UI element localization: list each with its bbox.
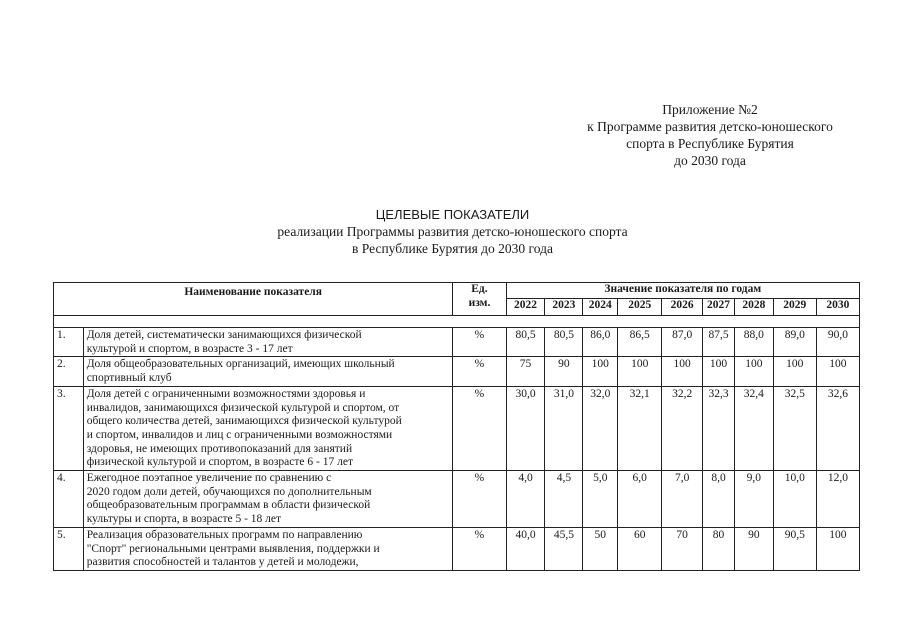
- indicator-value: 6,0: [618, 471, 662, 528]
- header-year: 2022: [506, 299, 545, 316]
- indicator-value: 86,0: [583, 328, 618, 357]
- indicator-value: 100: [703, 357, 735, 386]
- indicator-name-line: развития способностей и талантов у детей и молодежи,: [86, 556, 359, 569]
- indicator-value: 10,0: [773, 471, 816, 528]
- indicator-name: [83, 328, 453, 357]
- row-number: 1.: [54, 328, 84, 357]
- indicator-value: 75: [506, 357, 545, 386]
- indicator-name-line: "Спорт" региональными центрами выявления, поддержки и: [86, 542, 380, 555]
- row-number: 5.: [54, 527, 84, 570]
- table-header-row: [54, 283, 860, 299]
- indicator-value: 32,0: [583, 386, 618, 470]
- indicator-value: 87,0: [662, 328, 703, 357]
- indicator-value: 9,0: [734, 471, 773, 528]
- indicator-name-line: общего количества детей, занимающихся физической культурой: [86, 415, 402, 428]
- indicator-value: 32,5: [773, 386, 816, 470]
- indicator-name-line: общеобразовательным программам в области физической: [86, 499, 371, 512]
- indicator-name-line: Ежегодное поэтапное увеличение по сравнению с: [86, 472, 332, 485]
- indicator-unit: %: [453, 527, 506, 570]
- indicator-value: 70: [662, 527, 703, 570]
- table-row: [54, 328, 860, 357]
- document-title: [0, 206, 905, 257]
- indicators-table: [53, 282, 860, 571]
- indicator-value: 80: [703, 527, 735, 570]
- indicator-value: 4,5: [545, 471, 583, 528]
- indicator-value: 100: [662, 357, 703, 386]
- indicator-value: 32,6: [816, 386, 859, 470]
- row-number: 4.: [54, 471, 84, 528]
- indicator-value: 100: [618, 357, 662, 386]
- title-subtitle: в Республике Бурятия до 2030 года: [352, 241, 553, 256]
- indicator-value: 40,0: [506, 527, 545, 570]
- header-unit: [453, 283, 506, 316]
- indicator-value: 100: [816, 527, 859, 570]
- indicator-name-line: культуры и спорта, в возрасте 5 - 18 лет: [86, 513, 282, 526]
- indicator-value: 8,0: [703, 471, 735, 528]
- indicator-value: 100: [734, 357, 773, 386]
- header-year: 2030: [816, 299, 859, 316]
- title-subtitle: реализации Программы развития детско-юношеского спорта: [277, 224, 628, 239]
- indicator-name: [83, 386, 453, 470]
- indicator-value: 86,5: [618, 328, 662, 357]
- appendix-block: [560, 101, 860, 169]
- appendix-line: спорта в Республике Бурятия: [626, 136, 794, 151]
- indicator-value: 90: [545, 357, 583, 386]
- indicator-value: 12,0: [816, 471, 859, 528]
- indicator-name-line: Доля детей с ограниченными возможностями здоровья и: [86, 387, 366, 400]
- indicator-value: 32,3: [703, 386, 735, 470]
- header-indicator-name: Наименование показателя: [54, 283, 453, 316]
- table-row: [54, 471, 860, 528]
- indicator-value: 90,5: [773, 527, 816, 570]
- indicator-value: 88,0: [734, 328, 773, 357]
- header-unit-line: Ед.: [471, 283, 488, 295]
- indicator-value: 90,0: [816, 328, 859, 357]
- indicator-name-line: 2020 годом доли детей, обучающихся по дополнительным: [86, 485, 372, 498]
- header-year: 2024: [583, 299, 618, 316]
- indicator-name: [83, 527, 453, 570]
- indicator-unit: %: [453, 386, 506, 470]
- row-number: 2.: [54, 357, 84, 386]
- indicator-value: 60: [618, 527, 662, 570]
- indicator-value: 32,2: [662, 386, 703, 470]
- indicator-value: 100: [773, 357, 816, 386]
- indicator-value: 45,5: [545, 527, 583, 570]
- indicator-value: 100: [816, 357, 859, 386]
- indicator-name-line: культурой и спортом, в возрасте 3 - 17 лет: [86, 342, 293, 355]
- appendix-line: до 2030 года: [674, 153, 746, 168]
- indicator-name: [83, 471, 453, 528]
- table-spacer-row: [54, 316, 860, 328]
- header-year: 2025: [618, 299, 662, 316]
- indicator-name-line: инвалидов, занимающихся физической культурой и спортом, от: [86, 401, 400, 414]
- indicator-name-line: физической культурой и спортом, в возрасте 6 - 17 лет: [86, 456, 353, 469]
- indicator-value: 31,0: [545, 386, 583, 470]
- appendix-line: к Программе развития детско-юношеского: [587, 119, 833, 134]
- indicator-value: 50: [583, 527, 618, 570]
- indicator-value: 87,5: [703, 328, 735, 357]
- indicator-value: 4,0: [506, 471, 545, 528]
- table-row: [54, 357, 860, 386]
- indicator-name-line: Доля общеобразовательных организаций, имеющих школьный: [86, 358, 395, 371]
- indicator-value: 100: [583, 357, 618, 386]
- header-year: 2028: [734, 299, 773, 316]
- indicator-value: 90: [734, 527, 773, 570]
- indicator-value: 89,0: [773, 328, 816, 357]
- header-year: 2027: [703, 299, 735, 316]
- header-year: 2026: [662, 299, 703, 316]
- indicator-unit: %: [453, 328, 506, 357]
- header-unit-line: изм.: [468, 296, 491, 309]
- header-year: 2029: [773, 299, 816, 316]
- table-row: [54, 527, 860, 570]
- table-row: [54, 386, 860, 470]
- indicator-name: [83, 357, 453, 386]
- row-number: 3.: [54, 386, 84, 470]
- indicator-value: 80,5: [545, 328, 583, 357]
- indicator-name-line: Доля детей, систематически занимающихся физической: [86, 329, 362, 341]
- indicator-value: 7,0: [662, 471, 703, 528]
- appendix-line: Приложение №2: [662, 102, 758, 117]
- indicator-value: 32,4: [734, 386, 773, 470]
- indicator-name-line: спортивный клуб: [86, 372, 172, 385]
- header-year: 2023: [545, 299, 583, 316]
- indicator-value: 32,1: [618, 386, 662, 470]
- indicator-name-line: Реализация образовательных программ по направлению: [86, 528, 363, 541]
- indicator-value: 80,5: [506, 328, 545, 357]
- indicator-name-line: и спортом, инвалидов и лиц с ограниченными возможностями: [86, 428, 393, 441]
- indicator-unit: %: [453, 471, 506, 528]
- header-values-title: Значение показателя по годам: [506, 283, 859, 299]
- indicator-name-line: здоровья, не имеющих противопоказаний для занятий: [86, 442, 353, 455]
- title-main: ЦЕЛЕВЫЕ ПОКАЗАТЕЛИ: [375, 207, 530, 222]
- indicator-unit: %: [453, 357, 506, 386]
- indicator-value: 30,0: [506, 386, 545, 470]
- indicator-value: 5,0: [583, 471, 618, 528]
